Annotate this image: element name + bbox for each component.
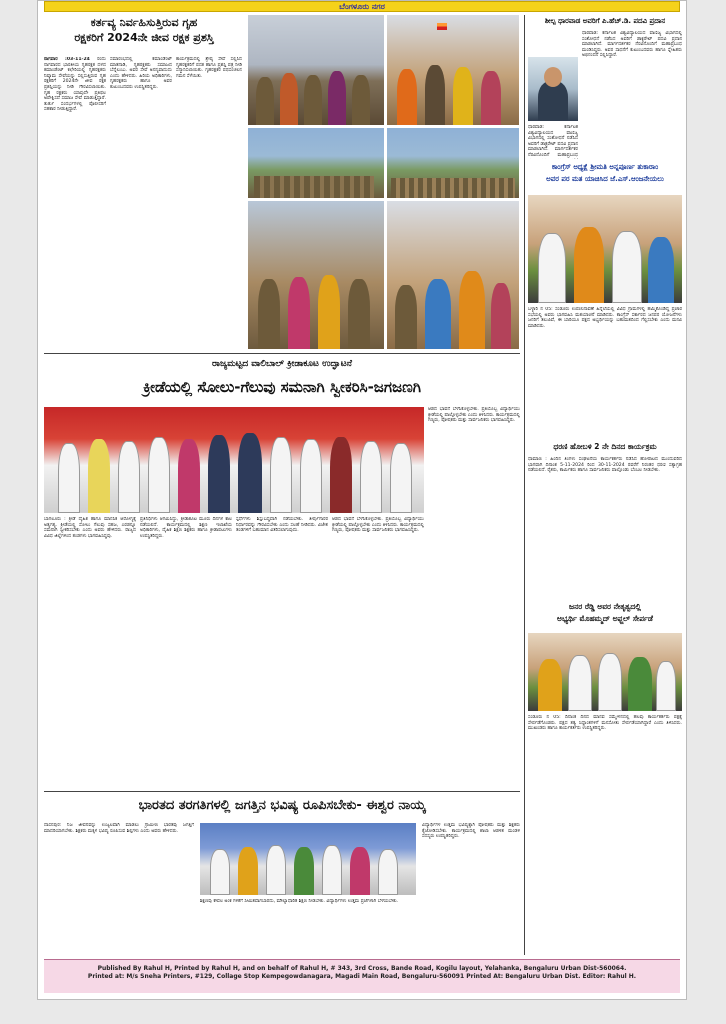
divider [44, 791, 520, 792]
story1-column-b: ಸಮಾರಂಭದಲ್ಲಿ ಕಮಾಂಡೆಂಟ್ ಮಾತನಾಡಿ, ಗೃಹರಕ್ಷಕರು ಸಮಾಜದ ಬೆನ್ನೆಲುಬು. ಅವರ ಸೇವೆ ಅನನ್ಯವಾದುದು ಎಂದು ಹೇಳಿದರು. ಹಿರಿಯ ಅಧಿಕಾರಿಗಳು, ಗೃಹರಕ್ಷಕರು ಹಾಗೂ ಅವರ ಕುಟುಂಬದವರು ಉಪಸ್ಥಿತರಿದ್ದರು. [110, 57, 172, 90]
right1-body-cont: ಧಾರವಾಡ: ಕರ್ನಾಟಕ ವಿಶ್ವವಿದ್ಯಾಲಯದ ವಾಣಿಜ್ಯ ವಿಭಾಗದಲ್ಲಿ ಸಂಶೋಧನೆ ನಡೆಸಿದ ಅವರಿಗೆ ಡಾಕ್ಟರೇಟ್ ಪದವಿ ಪ್ರದಾನ ಮಾಡಲಾಗಿದೆ. ಮಾರ್ಗದರ್ಶಕರ ನೆರವಿನೊಂದಿಗೆ ಮಹಾಪ್ರಬಂಧ [528, 125, 578, 158]
story1-headline: ಕರ್ತವ್ಯ ನಿರ್ವಹಿಸುತ್ತಿರುವ ಗೃಹ ರಕ್ಷಕರಿಗೆ 2024ನೇ ಜೀವ ರಕ್ಷಕ ಪ್ರಶಸ್ತಿ [74, 16, 214, 44]
section-band [44, 1, 680, 12]
right1-body: ಧಾರವಾಡ: ಕರ್ನಾಟಕ ವಿಶ್ವವಿದ್ಯಾಲಯದ ವಾಣಿಜ್ಯ ವಿಭಾಗದಲ್ಲಿ ಸಂಶೋಧನೆ ನಡೆಸಿದ ಅವರಿಗೆ ಡಾಕ್ಟರೇಟ್ ಪದವಿ ಪ್ರದಾನ ಮಾಡಲಾಗಿದೆ. ಮಾರ್ಗದರ್ಶಕರ ನೆರವಿನೊಂದಿಗೆ ಮಹಾಪ್ರಬಂಧ ಮಂಡಿಸಿದ್ದರು. ಅವರ ಸಾಧನೆಗೆ ಕುಟುಂಬದವರು ಹಾಗೂ ಸ್ನೇಹಿತರು ಅಭಿನಂದನೆ ಸಲ್ಲಿಸಿದ್ದಾರೆ. [582, 31, 682, 59]
right3-body: ಧಾಮಾಣ : ಹಿಂದಿನ ತಿಂಗಳು ಸಂಘಟನೆಯ ಕಾರ್ಯಕರ್ತರು ನಡೆಸಿದ ಹೋರಾಟದ ಮುಂದುವರಿದ ಭಾಗವಾಗಿ ದಿನಾಂಕ 5-11-2024 ರಿಂದ 30-11-2024 ರವರೆಗೆ ನಿರಂತರ ಧರಣಿ ಸತ್ಯಾಗ್ರಹ ನಡೆಯಲಿದೆ. ರೈತರು, ಕಾರ್ಮಿಕರು ಹಾಗೂ ಸಾರ್ವಜನಿಕರು ಪಾಲ್ಗೊಂಡು ಬೆಂಬಲ ನೀಡಬೇಕು. [528, 457, 682, 474]
school-event-photo [200, 823, 416, 895]
story2-column-b: ಪ್ರತಿನಿಧಿಗಳು ಆಗಮಿಸಿದ್ದು, ಕ್ರೀಡಾಕೂಟ ಮೂರು ದಿನಗಳ ಕಾಲ ನಡೆಯಲಿದೆ. ಕಾರ್ಯಕ್ರಮದಲ್ಲಿ ಶಿಕ್ಷಣ ಇಲಾಖೆಯ ಅಧಿಕಾರಿಗಳು, ದೈಹಿಕ ಶಿಕ್ಷಣ ಶಿಕ್ಷಕರು ಹಾಗೂ ಕ್ರೀಡಾಪಟುಗಳು ಉಪಸ್ಥಿತರಿದ್ದರು. [140, 517, 232, 539]
imprint-footer [44, 959, 680, 993]
parade-photo-1 [248, 128, 384, 198]
right4-headline: ಜನರ ರೆಡ್ಡಿ ಅವರ ನೇತೃತ್ವದಲ್ಲಿ ಅಭ್ಯರ್ಥಿ ಮೊಹಮ್ಮದ್ ಅಫ್ಜಲ್ ಸೇರ್ಪಡೆ [557, 602, 653, 623]
portrait-photo [528, 57, 578, 121]
story3-column-c: ವಿದ್ಯಾರ್ಥಿಗಳ ಉತ್ತಮ ಭವಿಷ್ಯಕ್ಕಾಗಿ ಪೋಷಕರು ಮತ್ತು ಶಿಕ್ಷಕರು ಕೈಜೋಡಿಸಬೇಕು. ಕಾರ್ಯಕ್ರಮದಲ್ಲಿ ಶಾಲಾ ಆಡಳಿತ ಮಂಡಳಿ ಸದಸ್ಯರು ಉಪಸ್ಥಿತರಿದ್ದರು. [422, 823, 520, 840]
story1-column-a: ನಾಗವಾರ :03-11-24 ರಂದು ನಾಗವಾರದ ಭಾರತೀಯ ಗೃಹರಕ್ಷಕ ದಳದ ಕಮಾಂಡೆಂಟ್ ಕಛೇರಿಯಲ್ಲಿ ಗೃಹರಕ್ಷಕರು ನಿಷ್ಕಾಮ ಸೇವೆಯನ್ನು ಸಲ್ಲಿಸುತ್ತಿರುವ ಗೃಹ ರಕ್ಷಕರಿಗೆ 2024ನೇ ಜೀವ ರಕ್ಷಕ ಪ್ರಶಸ್ತಿಯನ್ನು ನೀಡಿ ಗೌರವಿಸಲಾಯಿತು. ಗೃಹ ರಕ್ಷಕರು ಯಾವುದೇ ಪ್ರತಿಫಲ ಅಪೇಕ್ಷಿಸದೆ ಸಮಾಜ ಸೇವೆ ಮಾಡುತ್ತಿದ್ದಾರೆ. ತುರ್ತು ಸಂದರ್ಭಗಳಲ್ಲಿ ಪೊಲೀಸರಿಗೆ ಸಹಕಾರ ನೀಡುತ್ತಿದ್ದಾರೆ. [44, 57, 106, 113]
story2-column-e: ಆಡದ ಭಾವನೆ ಬೆಳೆಸಿಕೊಳ್ಳಬೇಕು. ಪ್ರತಿಯೊಬ್ಬ ವಿದ್ಯಾರ್ಥಿಯು ಕ್ರೀಡೆಯಲ್ಲಿ ಪಾಲ್ಗೊಳ್ಳಬೇಕು ಎಂದು ತಿಳಿಸಿದರು. ಕಾರ್ಯಕ್ರಮದಲ್ಲಿ ಗಣ್ಯರು, ಪೋಷಕರು ಮತ್ತು ಸಾರ್ವಜನಿಕರು ಭಾಗವಹಿಸಿದ್ದರು. [428, 407, 520, 424]
story3-column-b: ಶಿಕ್ಷಣವು ಕೇವಲ ಅಂಕ ಗಳಿಕೆಗೆ ಸೀಮಿತವಾಗಬಾರದು, ಮೌಲ್ಯಾಧಾರಿತ ಶಿಕ್ಷಣ ನೀಡಬೇಕು. ವಿದ್ಯಾರ್ಥಿಗಳು ಉತ್ತಮ ಪ್ರಜೆಗಳಾಗಿ ಬೆಳೆಯಬೇಕು. [200, 899, 399, 904]
right2-headline: ಕಾಂಗ್ರೆಸ್ ಅಧ್ಯಕ್ಷೆ ಶ್ರೀಮತಿ ಅನ್ನಪೂರ್ಣ ತುಕಾರಾಂ ಅವರ ಪರ ಮತ ಯಾಚಿಸಿದ ಜೆ.ಎಸ್.ಆಂಜನೇಯಲು [546, 163, 664, 183]
story2-column-d: ಆಡದ ಭಾವನೆ ಬೆಳೆಸಿಕೊಳ್ಳಬೇಕು. ಪ್ರತಿಯೊಬ್ಬ ವಿದ್ಯಾರ್ಥಿಯು ಕ್ರೀಡೆಯಲ್ಲಿ ಪಾಲ್ಗೊಳ್ಳಬೇಕು ಎಂದು ತಿಳಿಸಿದರು. ಕಾರ್ಯಕ್ರಮದಲ್ಲಿ ಗಣ್ಯರು, ಪೋಷಕರು ಮತ್ತು ಸಾರ್ವಜನಿಕರು ಭಾಗವಹಿಸಿದ್ದರು. [332, 517, 424, 534]
right4-body: ಸಂಡೂರು ನ 05: ದಿನಾಂಕ ದಿನದ ಮಾನವ ಸಮ್ಮೇಳನದಲ್ಲಿ ಹಲವು ಕಾರ್ಯಕರ್ತರು ಪಕ್ಷಕ್ಕೆ ಸೇರ್ಪಡೆಗೊಂಡರು. ಪಕ್ಷದ ತತ್ವ ಸಿದ್ಧಾಂತಗಳಿಗೆ ಮನಸೋತು ಸೇರ್ಪಡೆಯಾಗಿದ್ದಾರೆ ಎಂದು ತಿಳಿಸಿದರು. ಮುಖಂಡರು ಹಾಗೂ ಕಾರ್ಯಕರ್ತರು ಉಪಸ್ಥಿತರಿದ್ದರು. [528, 715, 682, 732]
award-photo-1 [248, 15, 384, 125]
right3-headline: ಧರಣಿ ಹೋಬಳಿ 2 ನೇ ದಿನದ ಕಾರ್ಯಕ್ರಮ [553, 442, 657, 451]
divider [44, 353, 520, 354]
right2-body: ಬಳ್ಳಾರಿ ನ 05: ಸಂಡೂರು ಉಪಚುನಾವಣೆ ಹಿನ್ನೆಲೆಯಲ್ಲಿ ವಿವಿಧ ಗ್ರಾಮಗಳಲ್ಲಿ ಹಮ್ಮಿಕೊಂಡಿದ್ದ ಪ್ರಚಾರ ಸಭೆಯಲ್ಲಿ ಅವರು ಭಾಗವಹಿಸಿ ಮತಯಾಚನೆ ಮಾಡಿದರು. ಕಾಂಗ್ರೆಸ್ ಸರ್ಕಾರದ ಜನಪರ ಯೋಜನೆಗಳು ಜನರಿಗೆ ತಲುಪಿವೆ, ಈ ಬಾರಿಯೂ ಪಕ್ಷದ ಅಭ್ಯರ್ಥಿಯನ್ನು ಬಹುಮತದಿಂದ ಗೆಲ್ಲಿಸಬೇಕು ಎಂದು ಮನವಿ ಮಾಡಿದರು. [528, 307, 682, 329]
story2-headline: ಕ್ರೀಡೆಯಲ್ಲಿ ಸೋಲು-ಗೆಲುವು ಸಮನಾಗಿ ಸ್ವೀಕರಿಸಿ-ಜಗಜಣಗಿ [143, 378, 421, 396]
volleyball-inauguration-photo [44, 407, 424, 513]
award-photo-4 [387, 201, 519, 349]
right1-headline: ಶೀಲ್ಪ ಧಾರವಾಡ ಅವರಿಗೆ ಪಿ.ಹೆಚ್.ಡಿ. ಪದವಿ ಪ್ರದಾನ [544, 17, 666, 25]
imprint-line-1: Published By Rahul H, Printed by Rahul H, and on behalf of Rahul H, # 343, 3rd Cross, Bande Road, Kogilu layout, Yelahanka, Bengaluru Urban Dist-560064. [97, 965, 627, 972]
parade-photo-2 [387, 128, 519, 198]
story1-column-c: ಕಾರ್ಯಕ್ರಮದಲ್ಲಿ ಶ್ರೇಷ್ಠ ಸೇವೆ ಸಲ್ಲಿಸಿದ ಗೃಹರಕ್ಷಕರಿಗೆ ಪದಕ ಹಾಗೂ ಪ್ರಶಸ್ತಿ ಪತ್ರ ನೀಡಿ ಸನ್ಮಾನಿಸಲಾಯಿತು. ಗೃಹರಕ್ಷಕರ ಪಥಸಂಚಲನ ಗಮನ ಸೆಳೆಯಿತು. [176, 57, 242, 79]
story2-kicker: ರಾಜ್ಯಮಟ್ಟದ ವಾಲಿಬಾಲ್ ಕ್ರೀಡಾಕೂಟ ಉದ್ಘಾಟನೆ [212, 359, 352, 369]
imprint-line-2: Printed at: M/s Sneha Printers, #129, Collage Stop Kempegowdanagara, Magadi Main Road, Bengaluru-560091 Printed At: Bengaluru Urban Dist. Editor: Rahul H. [87, 973, 637, 980]
newspaper-page [37, 0, 687, 1000]
award-photo-2 [387, 15, 519, 125]
story2-column-a: ಬಾಗಲೂರು : ಕ್ರೀಡೆ ದೈಹಿಕ ಹಾಗೂ ಮಾನಸಿಕ ಆರೋಗ್ಯಕ್ಕೆ ಅತ್ಯಗತ್ಯ. ಕ್ರೀಡೆಯಲ್ಲಿ ಸೋಲು ಗೆಲುವು ಸಹಜ, ಎರಡನ್ನೂ ಸಮನಾಗಿ ಸ್ವೀಕರಿಸಬೇಕು ಎಂದು ಅವರು ಹೇಳಿದರು. ರಾಜ್ಯದ ವಿವಿಧ ಜಿಲ್ಲೆಗಳಿಂದ ತಂಡಗಳು ಭಾಗವಹಿಸಿದ್ದವು. [44, 517, 136, 539]
joining-event-photo [528, 633, 682, 711]
campaign-photo [528, 195, 682, 303]
column-divider [524, 15, 525, 955]
story3-headline: ಭಾರತದ ತರಗತಿಗಳಲ್ಲಿ ಜಗತ್ತಿನ ಭವಿಷ್ಯ ರೂಪಿಸಬೇಕು- ಈಶ್ವರ ನಾಯ್ಕ [138, 798, 426, 813]
award-photo-3 [248, 201, 384, 349]
story3-column-a: ದಾಸನಪುರ: ನಿಜ ಜೀವನವನ್ನು ಉಜ್ವಲವಾಗಿ ಮಾಡಲು ಗ್ರಾಮೀಣ ಭಾರತವು ಜಗತ್ತಿಗೆ ಮಾದರಿಯಾಗಬೇಕು. ಶಿಕ್ಷಕರು ಮಕ್ಕಳ ಭವಿಷ್ಯ ರೂಪಿಸುವ ಶಿಲ್ಪಿಗಳು ಎಂದು ಅವರು ಹೇಳಿದರು. [44, 823, 194, 834]
section-band-title: ಬೆಂಗಳೂರು ನಗರ [339, 2, 385, 11]
story2-column-c: ಸ್ಪರ್ಧೆಗಳು ಶಿಸ್ತುಬದ್ಧವಾಗಿ ನಡೆಯಬೇಕು. ತೀರ್ಪುಗಾರರ ನಿರ್ಧಾರವನ್ನು ಗೌರವಿಸಬೇಕು ಎಂದು ಸಲಹೆ ನೀಡಿದರು. ವಿಜೇತ ತಂಡಗಳಿಗೆ ಬಹುಮಾನ ವಿತರಿಸಲಾಗುವುದು. [236, 517, 328, 534]
